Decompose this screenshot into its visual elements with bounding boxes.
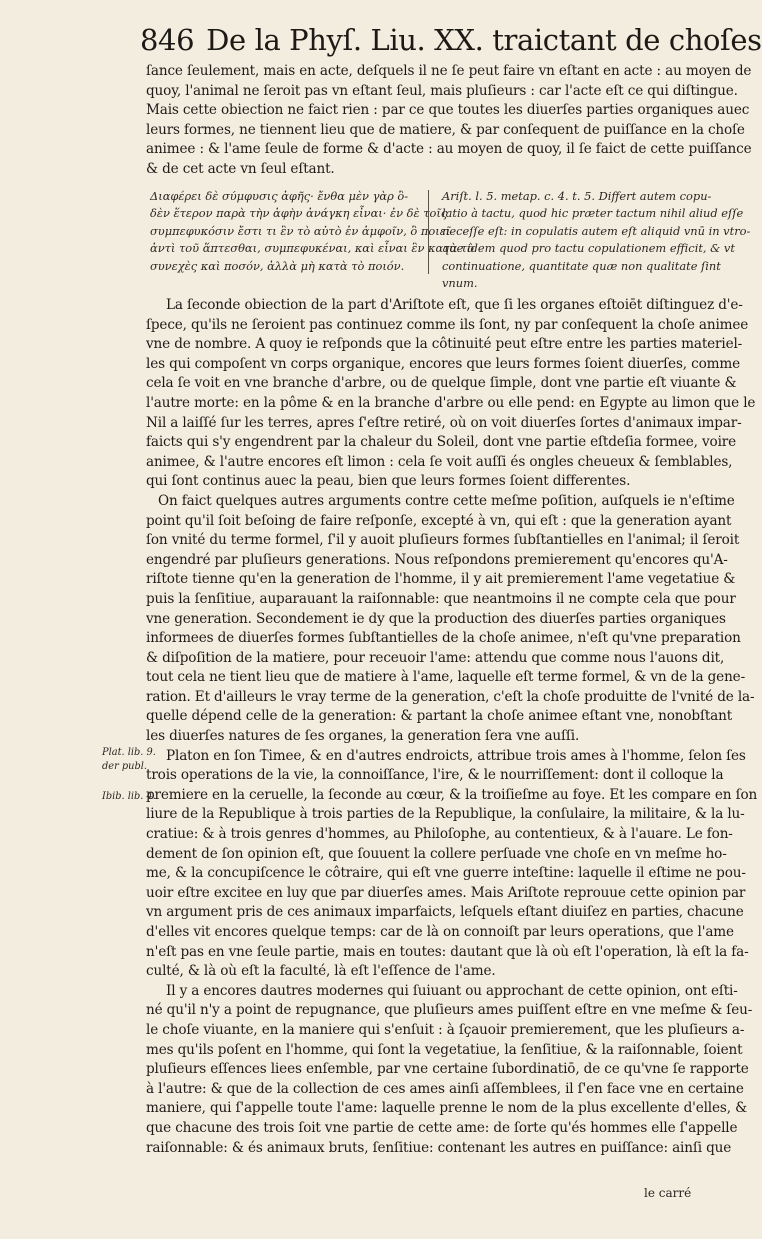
text-line: l'autre morte: en la pôme & en la branche d'arbre ou elle pend: en Egypte au limon que le: [146, 394, 756, 411]
text-line: maniere, qui ſ'appelle toute l'ame: laquelle prenne le nom de la plus excellente d'elles, &: [146, 1100, 748, 1117]
text-line: uoir eſtre excitee en luy que par diuerſes ames. Mais Ariſtote reprouue cette opinion par: [146, 884, 746, 901]
quote-line: συμπεφυκόσιν ἔστι τι ἓν τὸ αὐτὸ ἐν ἀμφοῖν, ὃ ποιεῖ: [150, 223, 451, 238]
text-line: ſance ſeulement, mais en acte, deſquels il ne ſe peut faire vn eſtant en acte : au moyen de: [146, 63, 752, 79]
text-line: dement de ſon opinion eſt, que ſouuent la collere perſuade vne choſe en vn meſme ho-: [146, 845, 727, 862]
text-line: vne de nombre. A quoy ie reſponds que la côtinuité peut eſtre entre les parties materiel-: [146, 336, 743, 353]
text-line: ſpece, qu'ils ne ſeroient pas continuez comme ils ſont, ny par conſequent la choſe animee: [146, 316, 749, 333]
text-line: Mais cette obiection ne faict rien : par ce que toutes les diuerſes parties organiques auec: [146, 102, 750, 119]
page-header: [140, 22, 762, 58]
text-line: point qu'il ſoit beſoing de faire reſponſe, excepté à vn, qui eſt : que la generation ayant: [146, 512, 732, 529]
text-line: engendré par pluſieurs generations. Nous reſpondons premierement qu'encores qu'A-: [146, 551, 728, 568]
intro-paragraph: [146, 62, 752, 180]
text-line: trois operations de la vie, la connoiſſance, l'ire, & le nourriſſement: dont il colloque la: [146, 767, 724, 784]
text-line: On faict quelques autres arguments contre cette meſme poſition, auſquels ie n'eſtime: [158, 492, 735, 509]
text-line: tout cela ne tient lieu que de matiere à l'ame, laquelle eſt terme formel, & vn de la gene-: [146, 669, 746, 686]
text-line: vn argument pris de ces animaux imparfaicts, leſquels eſtant diuiſez en parties, chacune: [146, 904, 744, 921]
text-line: Platon en ſon Timee, & en d'autres endroicts, attribue trois ames à l'homme, ſelon ſes: [166, 747, 746, 764]
text-line: & de cet acte vn ſeul eſtant.: [146, 160, 335, 177]
text-line: cela ſe voit en vne branche d'arbre, ou de quelque ſimple, dont vne partie eſt viuante &: [146, 375, 737, 392]
latin-quotation: [442, 188, 751, 291]
text-line: raiſonnable: & és animaux bruts, ſenſitiue: contenant les autres en puiſſance: ainſi que: [146, 1139, 732, 1156]
text-line: n'eſt pas en vne ſeule partie, mais en toutes: dautant que là où eſt l'operation, là eſt la fa-: [146, 943, 749, 960]
text-line: riſtote tienne qu'en la generation de l'homme, il y ait premierement l'ame vegetatiue &: [146, 571, 736, 588]
text-line: les diuerſes natures de ſes organes, la generation ſera vne auſſi.: [146, 728, 580, 745]
text-line: vne generation. Secondement ie dy que la production des diuerſes parties organiques: [146, 610, 726, 627]
quote-line: vnum.: [442, 276, 478, 291]
text-line: faicts qui s'y engendrent par la chaleur du Soleil, dont vne partie eſtdeſia formee, voire: [146, 434, 737, 451]
margin-note: Plat. lib. 9.: [102, 747, 156, 758]
quote-line: ἀντὶ τοῦ ἅπτεσθαι, συμπεφυκέναι, καὶ εἶναι ἓν κατὰ τὸ: [150, 241, 474, 256]
quote-line: continuatione, quantitate quæ non qualitate ſint: [442, 258, 721, 273]
catchword: le carré: [644, 1186, 692, 1200]
margin-note: Ibib. lib. 4.: [102, 791, 156, 802]
quote-line: neceſſe eſt: in copulatis autem eſt aliquid vnū in vtro-: [442, 223, 751, 238]
running-title: De la Phyſ. Liu. XX. traictant de choſes: [206, 23, 762, 57]
text-line: puis la ſenſitiue, auparauant la raiſonnable: que neantmoins il ne compte cela que pour: [146, 590, 736, 607]
text-line: ration. Et d'ailleurs le vray terme de la generation, c'eſt la choſe produitte de l'vnité de la-: [146, 688, 755, 705]
text-line: né qu'il n'y a point de repugnance, que pluſieurs ames puiſſent eſtre en vne meſme & ſeu-: [146, 1002, 753, 1019]
text-line: me, & la concupiſcence le côtraire, qui eſt vne guerre inteſtine: laquelle il eſtime ne pou-: [146, 865, 746, 882]
text-line: leurs formes, ne tiennent lieu que de matiere, & par conſequent de puiſſance en la choſe: [146, 121, 745, 138]
text-line: Nil a laiſſé ſur les terres, apres ſ'eſtre retiré, où on voit diuerſes ſortes d'animaux impar-: [146, 414, 742, 431]
text-line: mes qu'ils poſent en l'homme, qui ſont la vegetatiue, la ſenſitiue, & la raiſonnable, ſoient: [146, 1041, 743, 1058]
text-line: animee, & l'autre encores eſt limon : cela ſe voit auſſi és ongles cheueux & ſemblables,: [146, 453, 733, 470]
text-line: d'elles vit encores quelque temps: car de là on connoiſt par leurs operations, que l'ame: [146, 924, 734, 940]
text-line: animee : & l'ame ſeule de forme & d'acte : au moyen de quoy, il ſe faict de cette puiſſance: [146, 141, 752, 158]
text-line: informees de diuerſes formes ſubſtantielles de la choſe animee, n'eſt qu'vne preparation: [146, 630, 741, 647]
quote-line: latio à tactu, quod hic præter tactum nihil aliud eſſe: [442, 206, 744, 221]
text-line: Il y a encores dautres modernes qui ſuiuant ou approchant de cette opinion, ont eſti-: [166, 982, 738, 999]
text-line: le choſe viuante, en la maniere qui s'enſuit : à ſçauoir premierement, que les pluſieurs a-: [146, 1021, 745, 1038]
text-line: cratiue: & à trois genres d'hommes, au Philoſophe, au contentieux, & à l'auare. Le fon-: [146, 826, 733, 843]
text-line: les qui compoſent vn corps organique, encores que leurs formes ſoient diuerſes, comme: [146, 355, 740, 372]
text-line: à l'autre: & que de la collection de ces ames ainſi aſſemblees, il ſ'en face vne en certaine: [146, 1080, 744, 1097]
quote-line: Ariſt. l. 5. metap. c. 4. t. 5. Differt autem copu-: [442, 189, 712, 203]
text-line: pluſieurs eſſences liees enſemble, par vne certaine ſubordinatiō, de ce qu'vne ſe rapporte: [146, 1061, 749, 1078]
greek-quotation: [150, 188, 474, 278]
text-line: premiere en la ceruelle, la ſeconde au cœur, & la troiſieſme au foye. Et les compare en ſon: [146, 786, 758, 803]
column-divider: [428, 190, 429, 274]
text-line: culté, & là où eſt la faculté, là eſt l'eſſence de l'ame.: [146, 963, 496, 980]
text-line: & diſpoſition de la matiere, pour receuoir l'ame: attendu que comme nous l'auons dit,: [146, 649, 725, 666]
text-line: liure de la Republique à trois parties de la Republique, la conſulaire, la militaire, & la lu-: [146, 806, 745, 823]
page-number: 846: [140, 23, 195, 57]
main-text: [146, 296, 758, 1158]
quote-line: Διαφέρει δὲ σύμφυσις ἁφῆς· ἔνθα μὲν γὰρ ὂ-: [150, 189, 409, 203]
text-line: ſon vnité du terme formel, ſ'il y auoit pluſieurs formes ſubſtantielles en l'animal; il ſeroit: [146, 532, 740, 549]
quote-line: que idem quod pro tactu copulationem efficit, & vt: [442, 241, 735, 256]
quote-line: δὲν ἕτερον παρὰ τὴν ἁφὴν ἀνάγκη εἶναι· ἐν δὲ τοῖς: [150, 206, 448, 221]
quote-line: συνεχὲς καὶ ποσόν, ἀλλὰ μὴ κατὰ τὸ ποιόν.: [150, 258, 405, 273]
text-line: quoy, l'animal ne ſeroit pas vn eſtant ſeul, mais pluſieurs : car l'acte eſt ce qui diſtingue.: [146, 82, 738, 99]
margin-note: der publ.: [102, 761, 147, 772]
text-line: que chacune des trois ſoit vne partie de cette ame: de ſorte qu'és hommes elle ſ'appelle: [146, 1119, 738, 1136]
text-line: La ſeconde obiection de la part d'Ariſtote eſt, que ſi les organes eſtoiēt diſtinguez d'e-: [166, 297, 743, 313]
text-line: quelle dépend celle de la generation: & partant la choſe animee eſtant vne, nonobſtant: [146, 708, 733, 725]
text-line: qui ſont continus auec la peau, bien que leurs formes ſoient differentes.: [146, 473, 631, 490]
